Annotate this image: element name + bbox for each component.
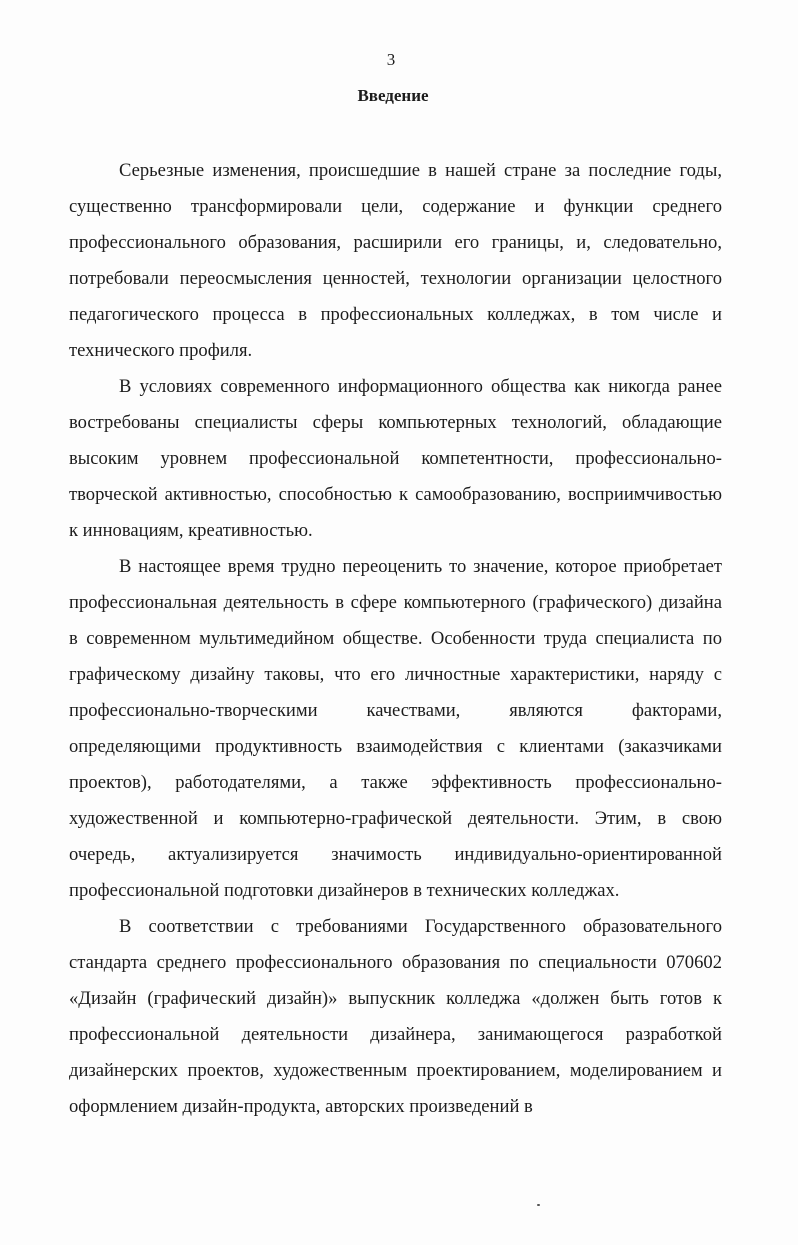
- page-number: 3: [386, 50, 396, 69]
- scan-speck: [537, 1204, 540, 1206]
- paragraph-1: Серьезные изменения, происшедшие в нашей стране за последние годы, существенно трансформировали цели, содержание и функции среднего профессионального образования, расширили его границы, и, следовательно, потребовали переосмысления ценностей, технологии организации целостного педагогического процесса в профессиональных колледжах, в том числе и технического профиля.: [69, 160, 722, 361]
- body-text: [69, 153, 722, 1125]
- paragraph-2: В условиях современного информационного общества как никогда ранее востребованы специалисты сферы компьютерных технологий, обладающие высоким уровнем профессиональной компетентности, профессионально-творческой активностью, способностью к самообразованию, восприимчивостью к инновациям, креативностью.: [69, 376, 722, 541]
- paragraph-3: В настоящее время трудно переоценить то значение, которое приобретает профессиональная деятельность в сфере компьютерного (графического) дизайна в современном мультимедийном обществе. Особенности труда специалиста по графическому дизайну таковы, что его личностные характеристики, наряду с профессионально-творческими качествами, являются факторами, определяющими продуктивность взаимодействия с клиентами (заказчиками проектов), работодателями, а также эффективность профессионально-художественной и компьютерно-графической деятельности. Этим, в свою очередь, актуализируется значимость индивидуально-ориентированной профессиональной подготовки дизайнеров в технических колледжах.: [69, 556, 722, 901]
- section-heading: Введение: [357, 86, 429, 105]
- paragraph-4: В соответствии с требованиями Государственного образовательного стандарта среднего профессионального образования по специальности 070602 «Дизайн (графический дизайн)» выпускник колледжа «должен быть готов к профессиональной деятельности дизайнера, занимающегося разработкой дизайнерских проектов, художественным проектированием, моделированием и оформлением дизайн-продукта, авторских произведений в: [69, 916, 722, 1117]
